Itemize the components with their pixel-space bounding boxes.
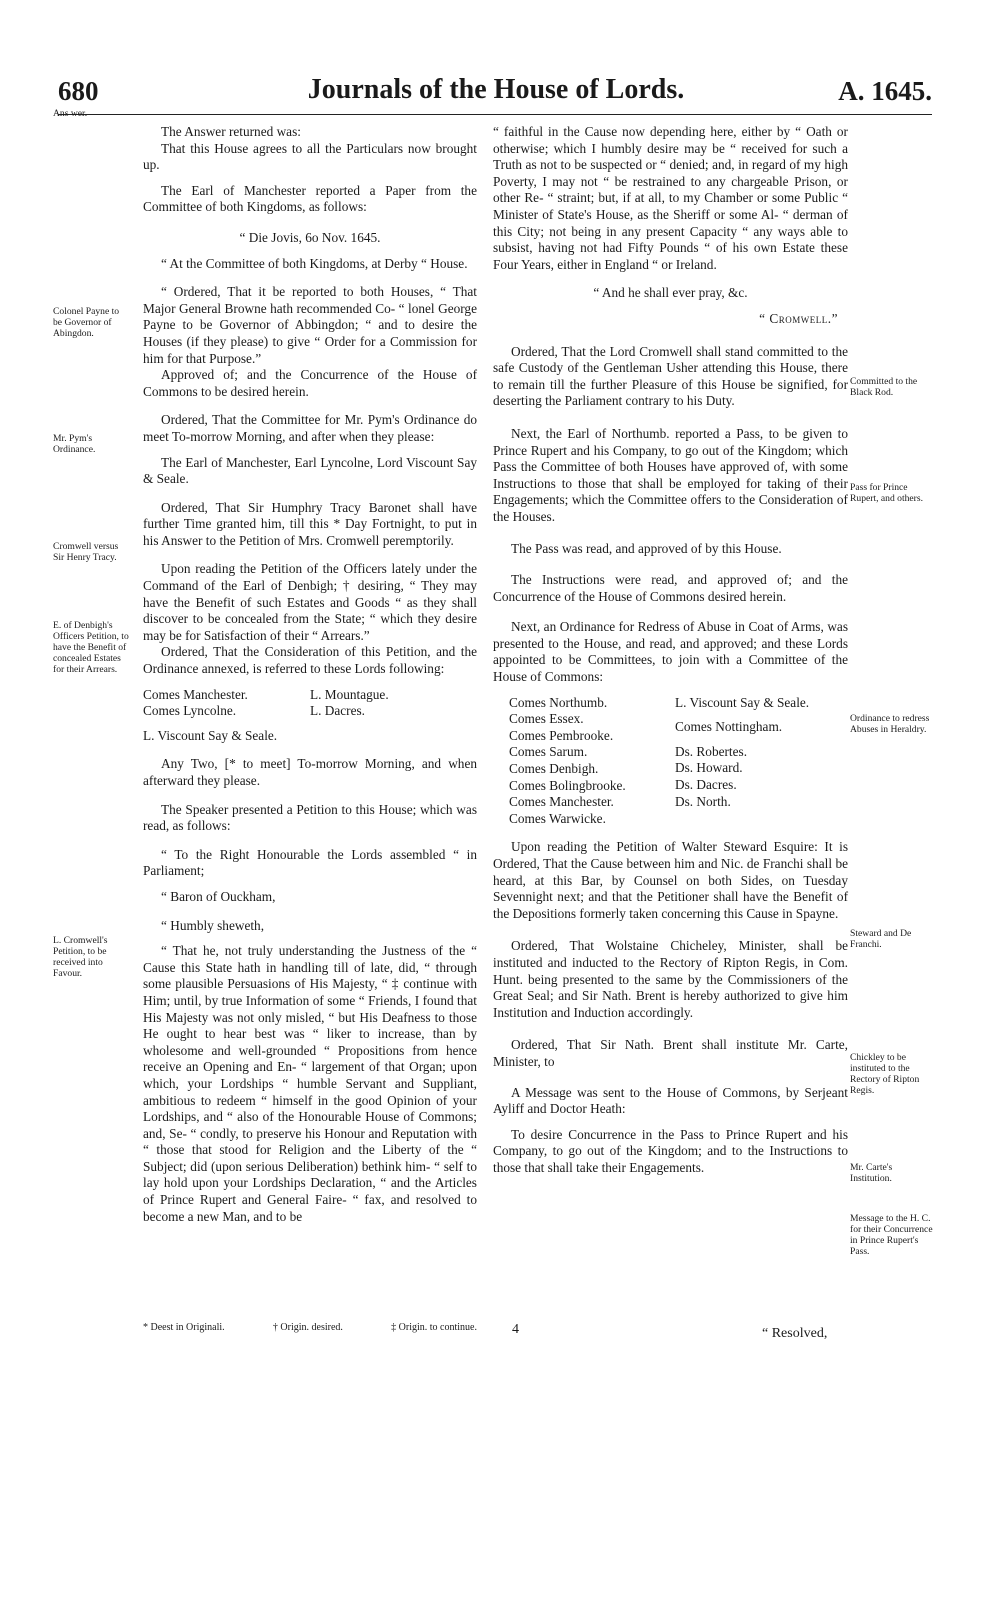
- margin-note-right: Pass for Prince Rupert, and others.: [850, 482, 924, 504]
- margin-note-left: Cromwell versus Sir Henry Tracy.: [53, 541, 119, 563]
- page-year: A. 1645.: [838, 76, 932, 106]
- petition-humbly: “ Humbly sheweth,: [161, 917, 265, 933]
- paragraph: “ At the Committee of both Kingdoms, at Derby “ House.: [161, 255, 468, 271]
- lord-name: Comes Essex.: [509, 711, 584, 727]
- paragraph: To desire Concurrence in the Pass to Prince Rupert and his Company, to go out of the Kingdom; and to the Instructions to those that shall take their Engagements.: [493, 1126, 848, 1175]
- paragraph: The Instructions were read, and approved of; and the Concurrence of the House of Commons desired herein.: [493, 572, 848, 604]
- paragraph: Ordered, That the Consideration of this Petition, and the Ordinance annexed, is referred to these Lords following:: [143, 644, 477, 677]
- lord-name: Comes Manchester.: [509, 794, 614, 810]
- margin-note-right: Chickley to be instituted to the Rectory of Ripton Regis.: [850, 1052, 920, 1096]
- lord-name: Ds. Howard.: [675, 760, 743, 776]
- paragraph: The Earl of Manchester, Earl Lyncolne, Lord Viscount Say & Seale.: [143, 454, 477, 487]
- petition-continued: “ faithful in the Cause now depending here, either by “ Oath or otherwise; which I humbly desire may be “ received for such a Truth as not to be suspected or “ denied; and, in regard of my high Poverty, I may not “ be restrained to any chargeable Prison, or other Re- “ straint; but, if at all, to my Chamber or some Public “ Minister of State's House, as the Sheriff or some Al- “ derman of this City; not being in any present Capacity “ any ways able to subsist, having not had Fifty Pounds “ of his own Estate these Four Years, either in England “ or Ireland.: [493, 124, 848, 272]
- margin-note-right: Steward and De Franchi.: [850, 928, 912, 950]
- margin-note-right: Ordinance to redress Abuses in Heraldry.: [850, 713, 930, 735]
- paragraph: The Pass was read, and approved of by this House.: [511, 541, 782, 557]
- lord-name: Comes Warwicke.: [509, 810, 606, 826]
- header-rule: [58, 114, 932, 115]
- lord-name: Ds. North.: [675, 793, 731, 809]
- lord-name: Comes Lyncolne.: [143, 703, 237, 719]
- margin-note-left: Mr. Pym's Ordinance.: [53, 433, 96, 455]
- footnote: † Origin. desired.: [272, 1322, 343, 1333]
- paragraph: Approved of; and the Concurrence of the House of Commons to be desired herein.: [143, 367, 477, 399]
- lord-name: L. Mountague.: [310, 686, 389, 702]
- catchword: “ Resolved,: [762, 1326, 828, 1341]
- signature-mark: 4: [512, 1322, 519, 1337]
- footnotes: [143, 1322, 477, 1333]
- lord-name: Comes Northumb.: [509, 694, 608, 710]
- left-column: [143, 124, 477, 1225]
- paragraph: Ordered, That Wolstaine Chicheley, Minister, shall be instituted and inducted to the Rectory of Ripton Regis, in Com. Hunt. being presented to the same by the Commissioners of the Great Seal; and Sir Nath. Brent is hereby authorized to give him Institution and Induction accordingly.: [493, 938, 848, 1020]
- committee-names: [143, 687, 477, 720]
- lord-name: Comes Bolingbrooke.: [509, 777, 626, 793]
- page-title: Journals of the House of Lords.: [307, 74, 685, 105]
- comes-list-right: [675, 695, 809, 828]
- lord-name: Ds. Dacres.: [675, 777, 737, 792]
- paragraph: Ordered, That Sir Humphry Tracy Baronet shall have further Time granted him, till this * Day Fortnight, to put in his Answer to the Petition of Mrs. Cromwell peremptorily.: [143, 499, 477, 548]
- petition-baron: “ Baron of Ouckham,: [161, 888, 276, 904]
- paragraph: Ordered, That the Lord Cromwell shall stand committed to the safe Custody of the Gentleman Usher attending this House, there to remain till the further Pleasure of this House be signified, for deserting the Parliament contrary to his Duty.: [493, 343, 848, 409]
- page-header: [0, 68, 992, 118]
- paragraph: Next, the Earl of Northumb. reported a Pass, to be given to Prince Rupert and his Company, to go out of the Kingdom; which Pass the Committee of both Houses have approved of, with some Instructions to those that shall be employed for taking of their Engagements; which the Committee offers to the Consideration of the Houses.: [493, 425, 848, 524]
- paragraph: Next, an Ordinance for Redress of Abuse in Coat of Arms, was presented to the House, and read, and approved; and these Lords appointed to be Committees, to join with a Committee of the House of Commons:: [493, 619, 848, 685]
- paragraph: Upon reading the Petition of Walter Steward Esquire: It is Ordered, That the Cause between him and Nic. de Franchi shall be heard, at this Bar, by Counsel on both Sides, on Tuesday Sevennight next; and that the Petitioner shall have the Benefit of the Depositions formerly taken concerning this Cause in Spayne.: [493, 839, 848, 921]
- petition-address: “ To the Right Honourable the Lords assembled “ in Parliament;: [143, 846, 477, 879]
- lord-name: L. Viscount Say & Seale.: [143, 727, 278, 743]
- margin-note-left: L. Cromwell's Petition, to be received into Favour.: [53, 935, 108, 979]
- lord-name: Comes Pembrooke.: [509, 727, 614, 743]
- lord-name: L. Viscount Say & Seale.: [675, 694, 810, 710]
- prayer-line: “ And he shall ever pray, &c.: [593, 285, 748, 301]
- paragraph: The Earl of Manchester reported a Paper from the Committee of both Kingdoms, as follows:: [143, 182, 477, 215]
- paragraph: The Answer returned was:: [161, 124, 301, 139]
- paragraph: That this House agrees to all the Particulars now brought up.: [143, 140, 477, 173]
- lord-name: L. Dacres.: [310, 703, 366, 719]
- petition-body: “ That he, not truly understanding the Justness of the “ Cause this State hath in handling till of late, did, “ through some plausible Persuasions of His Majesty, “ ‡ continue with Him; until, by true Information of some “ Friends, I found that His Majesty was not only misled, “ but His Deafness to those He ought to hear best was “ liker to increase, than by wholesome and well-grounded “ Propositions from hence receive an Opening and En- “ largement of that Organ; upon which, your Lordships “ humble Servant and Suppliant, ambitious to redeem “ himself in the good Opinion of your Lordships, and “ also of the Honourable House of Commons; and, Se- “ condly, to preserve his Honour and Reputation with “ those that stood for Religion and the Liberty of the “ Subject; did (upon serious Deliberation) bethink him- “ self to lay hold upon your Lordships Declaration, “ and the Articles of Prince Rupert and General Faire- “ fax, and resolved to become a new Man, and to be: [143, 943, 477, 1224]
- lord-name: Comes Denbigh.: [509, 761, 599, 776]
- footnote: * Deest in Originali.: [143, 1322, 225, 1333]
- page-number: 680: [58, 76, 99, 106]
- margin-note-left: Ans wer.: [53, 108, 88, 119]
- comes-list-left: [509, 695, 675, 828]
- margin-note-right: Message to the H. C. for their Concurrence in Prince Rupert's Pass.: [850, 1213, 933, 1257]
- paragraph: Upon reading the Petition of the Officers lately under the Command of the Earl of Denbigh; † desiring, “ They may have the Benefit of such Estates and Goods “ as they shall discover to be concealed from the State; “ which they desire may be for Satisfaction of their “ Arrears.”: [143, 561, 477, 643]
- paragraph: “ Ordered, That it be reported to both Houses, “ That Major General Browne hath recommended Co- “ lonel George Payne to be Governor of Abbingdon; “ and to desire the Houses (if they please) to give “ Order for a Commission for him for that Purpose.”: [143, 284, 477, 366]
- margin-note-left: E. of Denbigh's Officers Petition, to have the Benefit of concealed Estates for their Arrears.: [53, 620, 129, 675]
- date-line: “ Die Jovis, 6o Nov. 1645.: [239, 229, 381, 245]
- footnote: ‡ Origin. to continue.: [391, 1322, 477, 1333]
- margin-note-left: Colonel Payne to be Governor of Abingdon.: [53, 306, 120, 339]
- margin-note-right: Committed to the Black Rod.: [850, 376, 918, 398]
- paragraph: A Message was sent to the House of Commons, by Serjeant Ayliff and Doctor Heath:: [493, 1084, 848, 1117]
- paragraph: Any Two, [* to meet] To-morrow Morning, and when afterward they please.: [143, 756, 477, 788]
- margin-note-right: Mr. Carte's Institution.: [850, 1162, 893, 1184]
- lord-name: Comes Nottingham.: [675, 719, 783, 735]
- petition-signature: “ Cromwell.”: [759, 310, 838, 326]
- right-column: [493, 124, 848, 1185]
- paragraph: Ordered, That Sir Nath. Brent shall institute Mr. Carte, Minister, to: [493, 1037, 848, 1069]
- lord-name: Ds. Robertes.: [675, 743, 748, 759]
- paragraph: The Speaker presented a Petition to this House; which was read, as follows:: [143, 801, 477, 834]
- lord-name: Comes Manchester.: [143, 686, 248, 702]
- paragraph: Ordered, That the Committee for Mr. Pym's Ordinance do meet To-morrow Morning, and after when they please:: [143, 412, 477, 444]
- lord-name: Comes Sarum.: [509, 744, 588, 760]
- heraldry-committee: [509, 695, 848, 828]
